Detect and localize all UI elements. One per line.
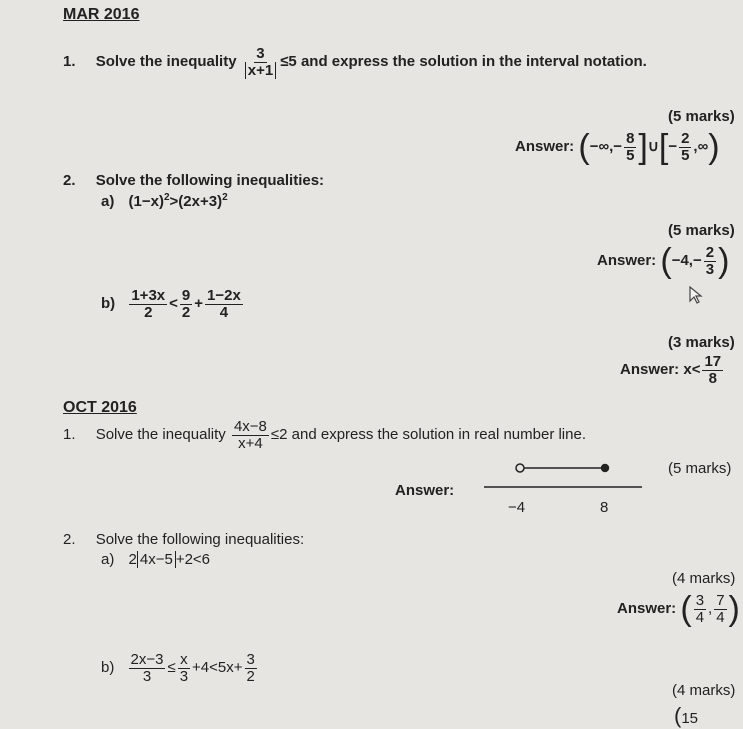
fraction-numerator: 1−2x: [207, 287, 241, 304]
oct-q2b-marks: (4 marks): [672, 682, 736, 699]
fraction-denominator: 4: [219, 303, 229, 321]
mar-q2-question: [63, 172, 324, 189]
oct-q1-answer-label: Answer:: [395, 482, 455, 499]
fraction-denominator: 2: [246, 667, 255, 685]
close-paren: ): [708, 128, 720, 166]
mar-q2-text: Solve the following inequalities:: [95, 172, 325, 189]
fraction-numerator: 1+3x: [131, 287, 166, 304]
fraction-denominator: 5: [681, 146, 690, 164]
exponent: 2: [222, 192, 228, 203]
fraction-numerator: 3: [246, 651, 255, 668]
mar-q2b-marks: (3 marks): [668, 334, 735, 351]
fraction-numerator: 7: [716, 591, 725, 609]
fraction-denominator: 2: [181, 303, 191, 321]
expr-fraction: [180, 288, 192, 321]
absolute-value-expr: 4x−5: [137, 551, 176, 568]
oct-q2b: [101, 652, 259, 685]
open-paren: (: [660, 242, 672, 280]
answer-label: Answer:: [620, 361, 680, 379]
fraction-numerator: 9: [181, 287, 191, 304]
fraction-denominator: 3: [179, 667, 189, 685]
expr-text: (1−x): [128, 193, 164, 210]
fraction-denominator: 4: [716, 608, 725, 626]
answer-label: Answer:: [597, 251, 657, 269]
oct-q1-question: [63, 419, 586, 452]
answer-fraction: [624, 131, 636, 164]
close-bracket: ]: [638, 128, 648, 166]
answer-text: −∞,−: [589, 137, 623, 155]
union-symbol: ∪: [647, 137, 659, 155]
separator: ,: [708, 599, 713, 617]
part-label: b): [101, 295, 116, 313]
fraction-numerator: 2: [681, 129, 690, 147]
answer-text: ,∞: [693, 137, 709, 155]
answer-text: −4,−: [671, 251, 702, 269]
fraction-denominator: x+4: [238, 434, 263, 452]
fraction-denominator: 5: [626, 146, 635, 164]
oct-q1-relation: ≤2: [270, 426, 288, 444]
oct-q1-number: 1.: [63, 426, 76, 444]
section-heading-mar-2016: MAR 2016: [63, 6, 140, 23]
oct-q2-question: [63, 531, 304, 548]
answer-fraction: [704, 245, 716, 278]
tick-label-left: −4: [508, 499, 526, 516]
mar-q2a-marks: (5 marks): [668, 222, 735, 239]
expr-text: +4<5x+: [192, 659, 243, 677]
fraction-numerator: 2: [705, 243, 715, 261]
closed-circle-marker: [601, 464, 609, 472]
answer-text: −: [668, 137, 678, 155]
close-paren: ): [718, 242, 730, 280]
open-paren: (: [680, 590, 692, 628]
relation: ≤: [167, 659, 176, 677]
answer-fraction: [679, 131, 691, 164]
fraction-denominator: x+1: [245, 62, 276, 79]
oct-q2-text: Solve the following inequalities:: [95, 531, 305, 548]
oct-q1-marks: (5 marks): [668, 460, 732, 477]
expr-fraction: [129, 652, 166, 685]
relation: >: [169, 193, 179, 210]
mar-q1-question: [63, 46, 647, 79]
mar-q1-number: 1.: [63, 53, 76, 71]
relation: <: [169, 295, 178, 313]
oct-q1-text-after: and express the solution in real number line.: [291, 426, 586, 444]
mar-q2a-answer: [597, 244, 729, 278]
fraction-denominator: 2: [144, 303, 153, 321]
open-bracket: [: [658, 128, 669, 166]
expr-fraction: [245, 652, 257, 685]
fraction-numerator: 3: [695, 591, 705, 609]
section-heading-oct-2016: OCT 2016: [63, 399, 137, 416]
answer-fraction: [702, 354, 723, 387]
expr-fraction: [205, 288, 243, 321]
expr-fraction: [178, 652, 190, 685]
close-paren: ): [728, 590, 740, 628]
mar-q2-number: 2.: [63, 172, 76, 189]
open-circle-marker: [516, 464, 524, 472]
operator: +: [194, 295, 204, 313]
fraction-denominator: 4: [695, 608, 705, 626]
mar-q1-marks: (5 marks): [668, 108, 735, 125]
fraction-numerator: 17: [704, 353, 722, 370]
oct-q1-text-before: Solve the inequality: [95, 426, 226, 444]
oct-q2-number: 2.: [63, 531, 76, 548]
expr-text: 2: [128, 551, 137, 568]
fraction-numerator: 8: [626, 129, 635, 147]
fraction-numerator: 2x−3: [130, 651, 164, 668]
fraction-denominator: 8: [708, 369, 717, 387]
mar-q1-text-before: Solve the inequality: [95, 53, 237, 71]
part-label: b): [101, 659, 115, 677]
answer-text: x<: [683, 361, 701, 379]
mar-q1-relation: ≤5: [280, 53, 297, 71]
mar-q2b-answer: [620, 354, 725, 387]
expr-text: +2<6: [175, 551, 211, 568]
mar-q1-answer: [515, 130, 720, 164]
oct-q1-fraction: [232, 419, 269, 452]
answer-text: 15: [681, 710, 699, 727]
fraction-numerator: 4x−8: [233, 418, 267, 435]
fraction-numerator: 3: [256, 45, 265, 62]
tick-label-right: 8: [600, 499, 609, 516]
mar-q2a: [101, 192, 228, 210]
answer-fraction: [714, 593, 726, 626]
mouse-pointer-icon: [688, 286, 704, 304]
open-paren: (: [578, 128, 590, 166]
mar-q1-fraction: [243, 46, 278, 79]
answer-fraction: [694, 593, 706, 626]
oct-q2a: [101, 551, 210, 568]
answer-label: Answer:: [617, 599, 677, 617]
part-label: a): [101, 193, 115, 210]
fraction-denominator: 3: [142, 667, 152, 685]
fraction-numerator: x: [180, 651, 188, 668]
oct-q2a-answer: [617, 592, 740, 626]
oct-q2b-answer-partial: (15: [674, 703, 699, 728]
part-label: a): [101, 551, 115, 568]
mar-q2b: [101, 288, 245, 321]
mar-q1-text-after: and express the solution in the interval notation.: [300, 53, 647, 71]
expr-fraction: [129, 288, 167, 321]
answer-label: Answer:: [515, 137, 575, 155]
number-line: [484, 458, 644, 493]
fraction-denominator: 3: [705, 260, 715, 278]
expr-text: (2x+3): [178, 193, 223, 210]
oct-q2a-marks: (4 marks): [672, 570, 736, 587]
exponent: 2: [163, 192, 170, 203]
